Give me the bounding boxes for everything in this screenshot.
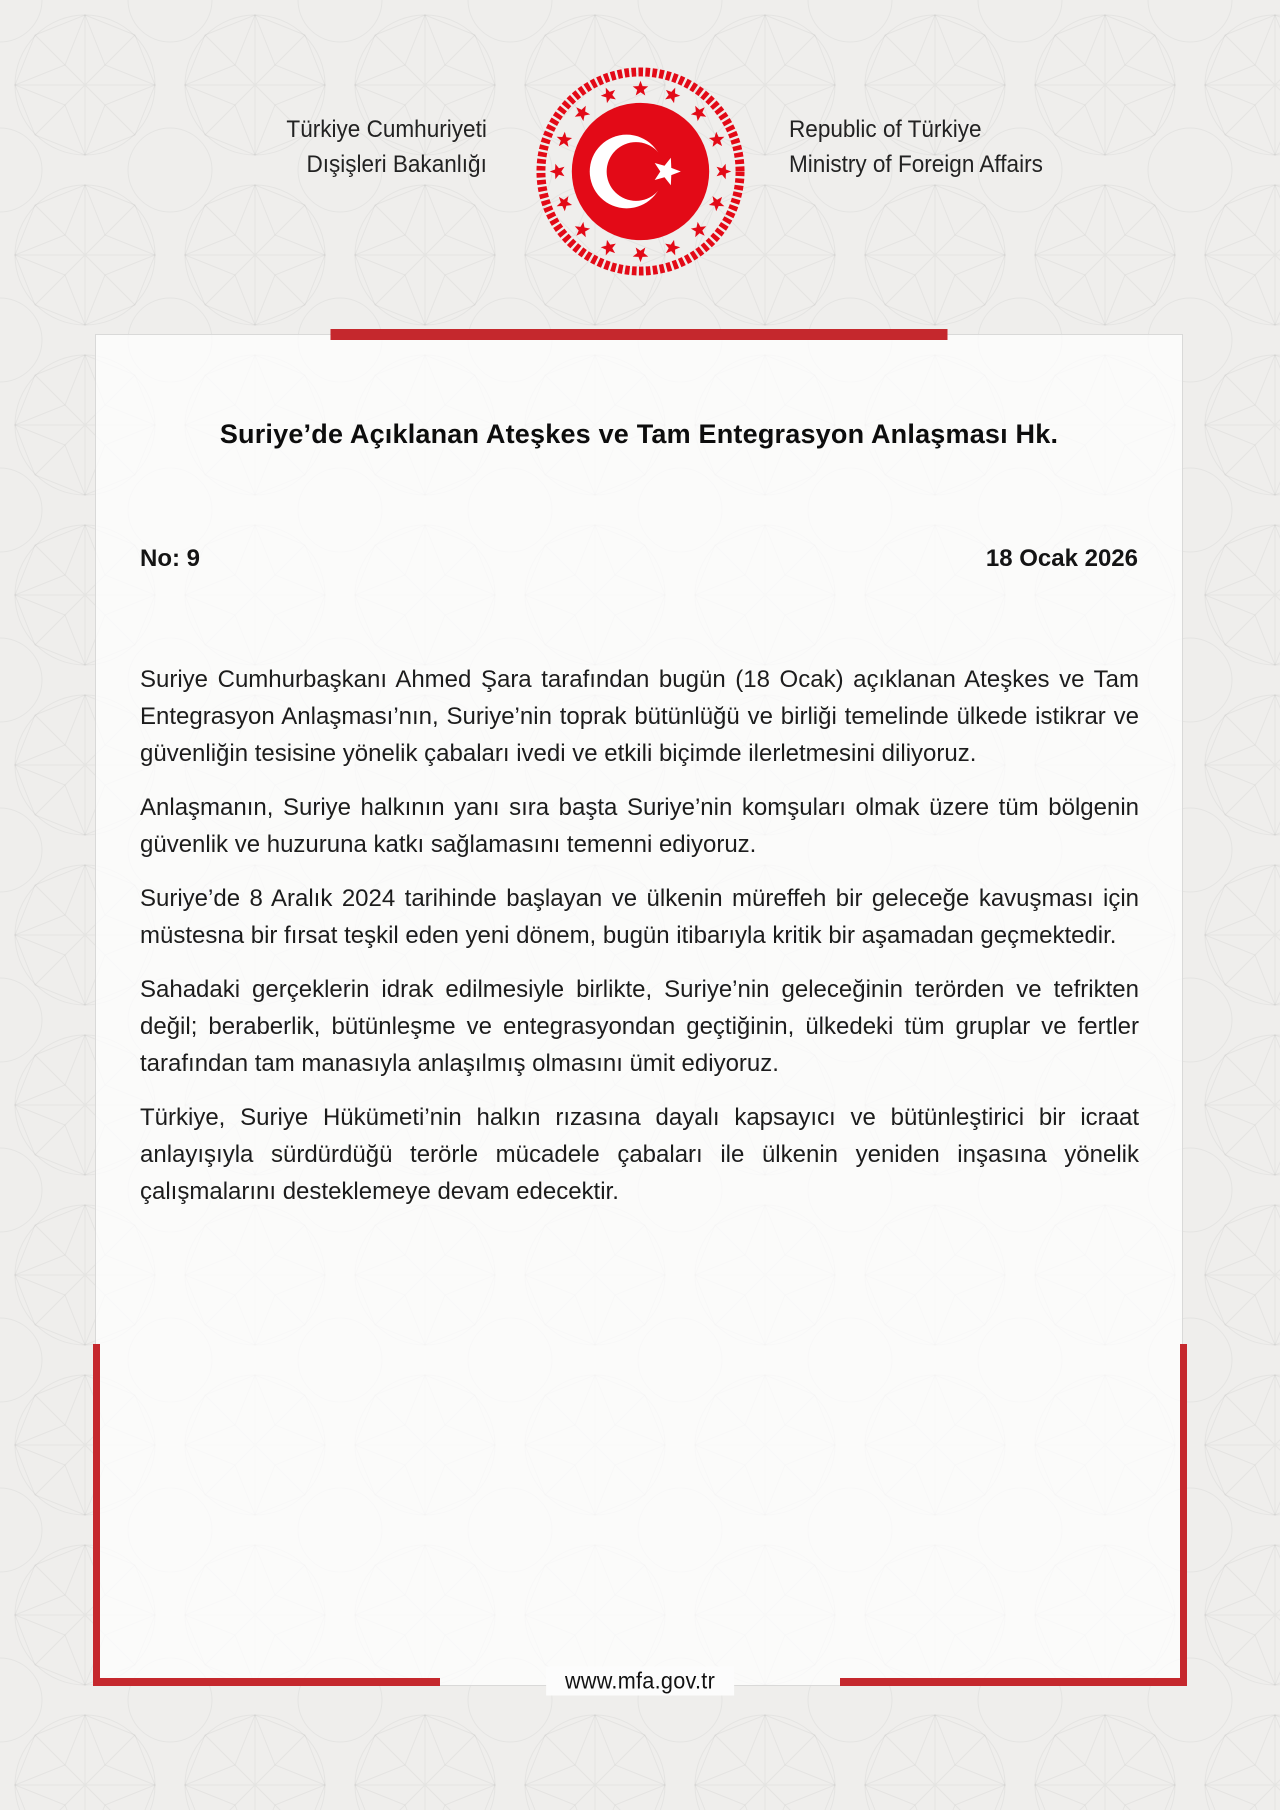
body-paragraph: Suriye Cumhurbaşkanı Ahmed Şara tarafından bugün (18 Ocak) açıklanan Ateşkes ve Tam Entegrasyon Anlaşması’nın, Suriye’nin toprak bütünlüğü ve birliği temelinde ülkede istikrar ve güvenliğin tesisine yönelik çabaları ivedi ve etkili biçimde ilerletmesini diliyoruz.: [140, 666, 1139, 767]
corner-bracket-bottom-left-vertical: [93, 1344, 100, 1686]
org-name-turkish: [287, 112, 487, 182]
org-name-english-line1: Republic of Türkiye: [789, 116, 982, 143]
document-date: 18 Ocak 2026: [985, 545, 1138, 572]
mfa-emblem: [531, 62, 750, 281]
document-meta-row: [140, 545, 1138, 573]
red-divider: [331, 329, 948, 340]
footer-website: www.mfa.gov.tr: [546, 1667, 734, 1696]
body-paragraph: Anlaşmanın, Suriye halkının yanı sıra başta Suriye’nin komşuları olmak üzere tüm bölgenin güvenlik ve huzuruna katkı sağlamasını temenni ediyoruz.: [140, 794, 1139, 858]
corner-bracket-bottom-right-horizontal: [840, 1678, 1187, 1686]
corner-bracket-bottom-left-horizontal: [93, 1678, 440, 1686]
org-name-english: [789, 112, 1043, 182]
org-name-turkish-line1: Türkiye Cumhuriyeti: [286, 116, 487, 143]
document-number: No: 9: [140, 545, 200, 572]
body-paragraph: Türkiye, Suriye Hükümeti’nin halkın rızasına dayalı kapsayıcı ve bütünleştirici bir icraat anlayışıyla sürdürdüğü terörle mücadele çabaları ile ülkenin yeniden inşasına yönelik çalışmalarını desteklemeye devam edecektir.: [140, 1104, 1139, 1205]
body-paragraph: Suriye’de 8 Aralık 2024 tarihinde başlayan ve ülkenin müreffeh bir geleceğe kavuşması için müstesna bir fırsat teşkil eden yeni dönem, bugün itibarıyla kritik bir aşamadan geçmektedir.: [140, 885, 1139, 949]
document-card: [95, 334, 1183, 1686]
org-name-turkish-line2: Dışişleri Bakanlığı: [306, 151, 487, 178]
body-paragraph: Sahadaki gerçeklerin idrak edilmesiyle birlikte, Suriye’nin geleceğinin terörden ve tefrikten değil; beraberlik, bütünleşme ve entegrasyondan geçtiğinin, ülkedeki tüm gruplar ve fertler tarafından tam manasıyla anlaşılmış olmasını ümit ediyoruz.: [140, 976, 1139, 1077]
org-name-english-line2: Ministry of Foreign Affairs: [789, 151, 1043, 178]
corner-bracket-bottom-right-vertical: [1180, 1344, 1187, 1686]
document-title: Suriye’de Açıklanan Ateşkes ve Tam Entegrasyon Anlaşması Hk.: [219, 419, 1059, 449]
document-body: [140, 661, 1139, 1227]
